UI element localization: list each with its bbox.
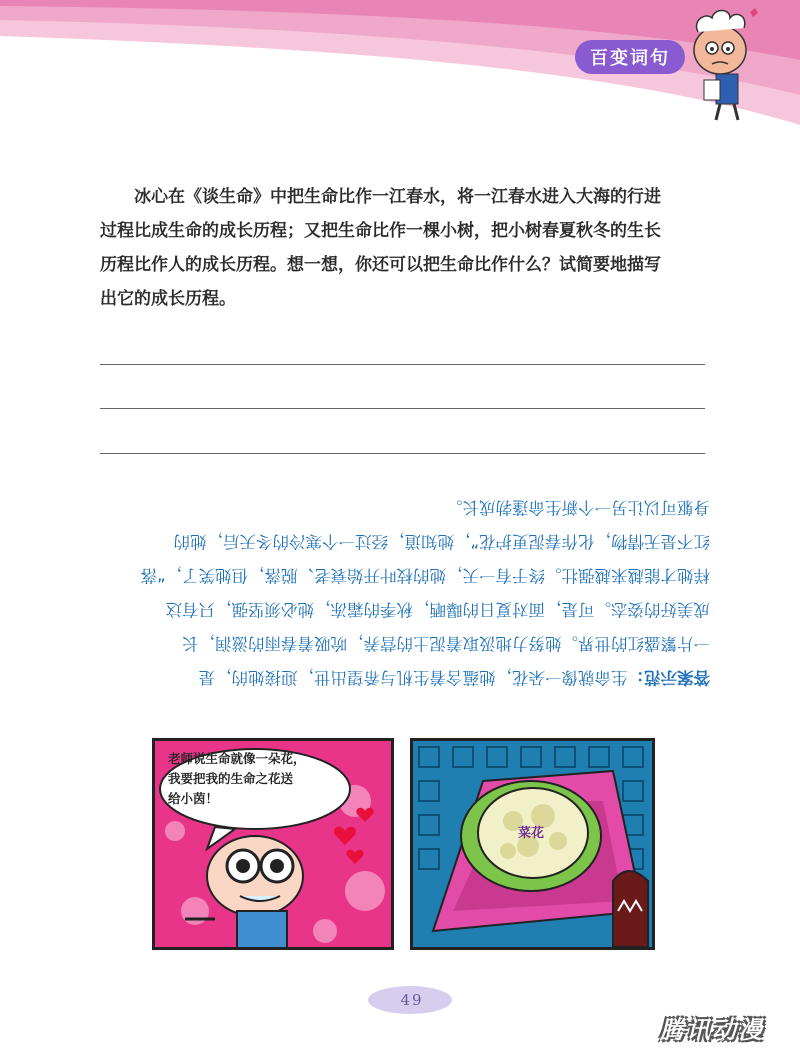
prompt-line: 过程比成生命的成长历程；又把生命比作一棵小树，把小树春夏秋冬的生长 bbox=[100, 221, 661, 241]
speech-line: 给小茵！ bbox=[168, 791, 219, 806]
prompt-line: 历程比作人的成长历程。想一想，你还可以把生命比作什么？试简要地描写 bbox=[100, 255, 661, 275]
comic-panel-cauliflower bbox=[410, 738, 655, 950]
answer-writing-line bbox=[100, 408, 705, 409]
sample-answer-line: 身躯可以让另一个新生命蓬勃成长。 bbox=[446, 498, 710, 517]
speech-line: 老师说生命就像一朵花， bbox=[168, 751, 306, 766]
speech-line: 我要把我的生命之花送 bbox=[168, 771, 294, 786]
sample-answer-line: 一片繁盛红的世界。她努力地汲取着泥土的营养，吮吸着春雨的滋润，长 bbox=[182, 634, 710, 653]
sample-answer-line: 样她才能越来越强壮。终于有一天，她的枝叶开始衰老、脱落，但她笑了，“落 bbox=[140, 566, 710, 585]
prompt-line: 出它的成长历程。 bbox=[100, 289, 236, 309]
page-number: 49 bbox=[400, 991, 424, 1009]
cauliflower-bouquet-illustration bbox=[413, 741, 652, 947]
answer-writing-line bbox=[100, 364, 705, 365]
section-tab-title: 百变词句 bbox=[575, 40, 685, 74]
prompt-line: 冰心在《谈生命》中把生命比作一江春水，将一江春水进入大海的行进 bbox=[134, 187, 661, 207]
teacher-mascot-illustration bbox=[690, 2, 790, 122]
header-banner bbox=[0, 0, 800, 150]
sample-answer-line: 答案示范：生命就像一朵花，她蕴含着生机与希望出世，迎接她的，是 bbox=[198, 668, 710, 687]
cauliflower-label: 菜花 bbox=[518, 826, 545, 841]
sample-answer-label: 答案示范： bbox=[627, 668, 710, 687]
sample-answer-line: 红不是无情物，化作春泥更护花”，她知道，经过一个寒冷的冬天后，她的 bbox=[173, 532, 710, 551]
answer-writing-line bbox=[100, 453, 705, 454]
speech-bubble bbox=[168, 745, 368, 829]
sample-answer-upside-down bbox=[95, 490, 710, 694]
sample-answer-line: 成美好的姿态。可是，面对夏日的曝晒，秋季的霜冻，她必须坚强，只有这 bbox=[165, 600, 710, 619]
watermark-logo: 腾讯动漫 bbox=[660, 1016, 764, 1044]
writing-prompt bbox=[100, 180, 712, 316]
